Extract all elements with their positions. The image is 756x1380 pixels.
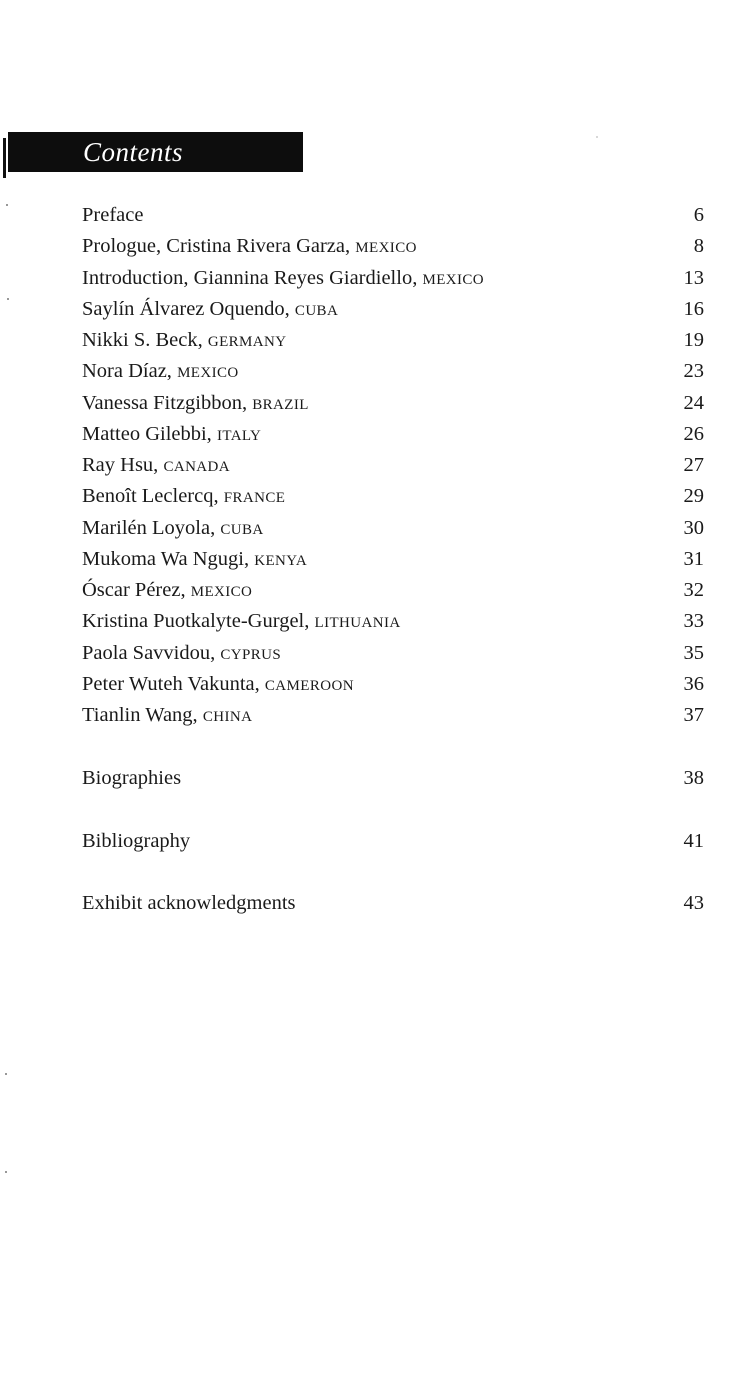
entry-page-number: 6 [693,204,704,226]
entry-country: CYPRUS [220,646,282,663]
entry-name: Marilén Loyola, [82,516,221,539]
scan-speck [5,1073,7,1075]
entry-name: Óscar Pérez, [82,579,191,601]
toc-entry[interactable] [82,388,704,419]
toc-entry[interactable] [82,700,704,731]
entry-country: MEXICO [422,271,485,288]
toc-entry[interactable] [82,606,704,637]
entry-country: GERMANY [207,334,287,350]
entry-country: CANADA [163,459,231,475]
entry-name: Introduction, Giannina Reyes Giardiello, [82,266,423,289]
entry-country: FRANCE [223,490,286,507]
entry-page-number: 33 [683,610,704,633]
toc-entry[interactable] [82,419,704,450]
toc-entry[interactable] [82,294,704,325]
entry-page-number: 27 [683,454,704,476]
toc-back-matter-entry[interactable] [82,763,704,794]
entry-name: Exhibit acknowledgments [82,892,296,915]
entry-name: Benoît Leclercq, [82,485,224,508]
entry-country: CUBA [220,521,264,538]
entry-name: Ray Hsu, [82,454,164,476]
entry-page-number: 29 [683,485,704,508]
entry-name: Kristina Puotkalyte-Gurgel, [82,610,315,633]
entry-name: Mukoma Wa Ngugi, [82,547,255,570]
toc-entry[interactable] [82,669,704,700]
entry-name: Tianlin Wang, [82,704,203,726]
toc-back-matter-entry[interactable] [82,888,704,919]
scan-speck [5,1171,7,1173]
toc-entry[interactable] [82,450,704,481]
entry-name: Vanessa Fitzgibbon, [82,391,253,414]
toc-entry[interactable] [82,481,704,512]
toc-entry[interactable] [82,263,704,294]
entry-country: MEXICO [177,365,239,382]
entry-name: Saylín Álvarez Oquendo, [82,297,295,320]
entry-page-number: 32 [683,579,704,601]
entry-name: Peter Wuteh Vakunta, [82,672,265,695]
entry-page-number: 23 [683,360,704,383]
entry-page-number: 36 [683,672,704,695]
entry-country: BRAZIL [252,396,309,413]
entry-name: Bibliography [82,829,191,852]
entry-name: Biographies [82,766,182,789]
scan-speck [596,136,598,138]
table-of-contents [82,200,704,920]
entry-country: CHINA [202,709,253,725]
toc-entry[interactable] [82,638,704,669]
scan-speck [6,204,8,206]
entry-name: Paola Savvidou, [82,641,221,664]
entry-page-number: 31 [683,547,704,570]
entry-country: ITALY [216,427,262,444]
toc-entry[interactable] [82,231,704,262]
entry-name: Matteo Gilebbi, [82,422,217,445]
entry-page-number: 8 [693,235,704,258]
entry-country: CAMEROON [264,677,354,694]
entry-country: CUBA [294,302,339,319]
entry-country: KENYA [254,552,308,569]
entry-page-number: 24 [683,391,704,414]
entry-name: Nora Díaz, [82,360,178,383]
entry-page-number: 43 [683,892,704,915]
toc-entry[interactable] [82,544,704,575]
scan-speck [7,298,9,300]
entry-country: MEXICO [190,584,253,600]
toc-entry[interactable] [82,356,704,387]
entry-page-number: 35 [683,641,704,664]
entry-page-number: 19 [683,329,704,351]
toc-entry[interactable] [82,200,704,231]
toc-entry[interactable] [82,575,704,606]
entry-page-number: 16 [683,297,704,320]
entry-page-number: 26 [683,422,704,445]
entry-page-number: 30 [683,516,704,539]
entry-name: Prologue, Cristina Rivera Garza, [82,235,356,258]
entry-page-number: 37 [683,704,704,726]
entry-name: Preface [82,204,144,226]
entry-page-number: 41 [683,829,704,852]
entry-country: MEXICO [355,240,417,257]
entry-country: LITHUANIA [314,615,401,632]
toc-back-matter-entry[interactable] [82,826,704,857]
page-title: Contents [83,137,184,167]
toc-entry[interactable] [82,325,704,356]
entry-page-number: 13 [683,266,704,289]
left-margin-bar [3,138,6,178]
entry-name: Nikki S. Beck, [82,329,208,351]
toc-entry[interactable] [82,513,704,544]
entry-page-number: 38 [683,766,704,789]
